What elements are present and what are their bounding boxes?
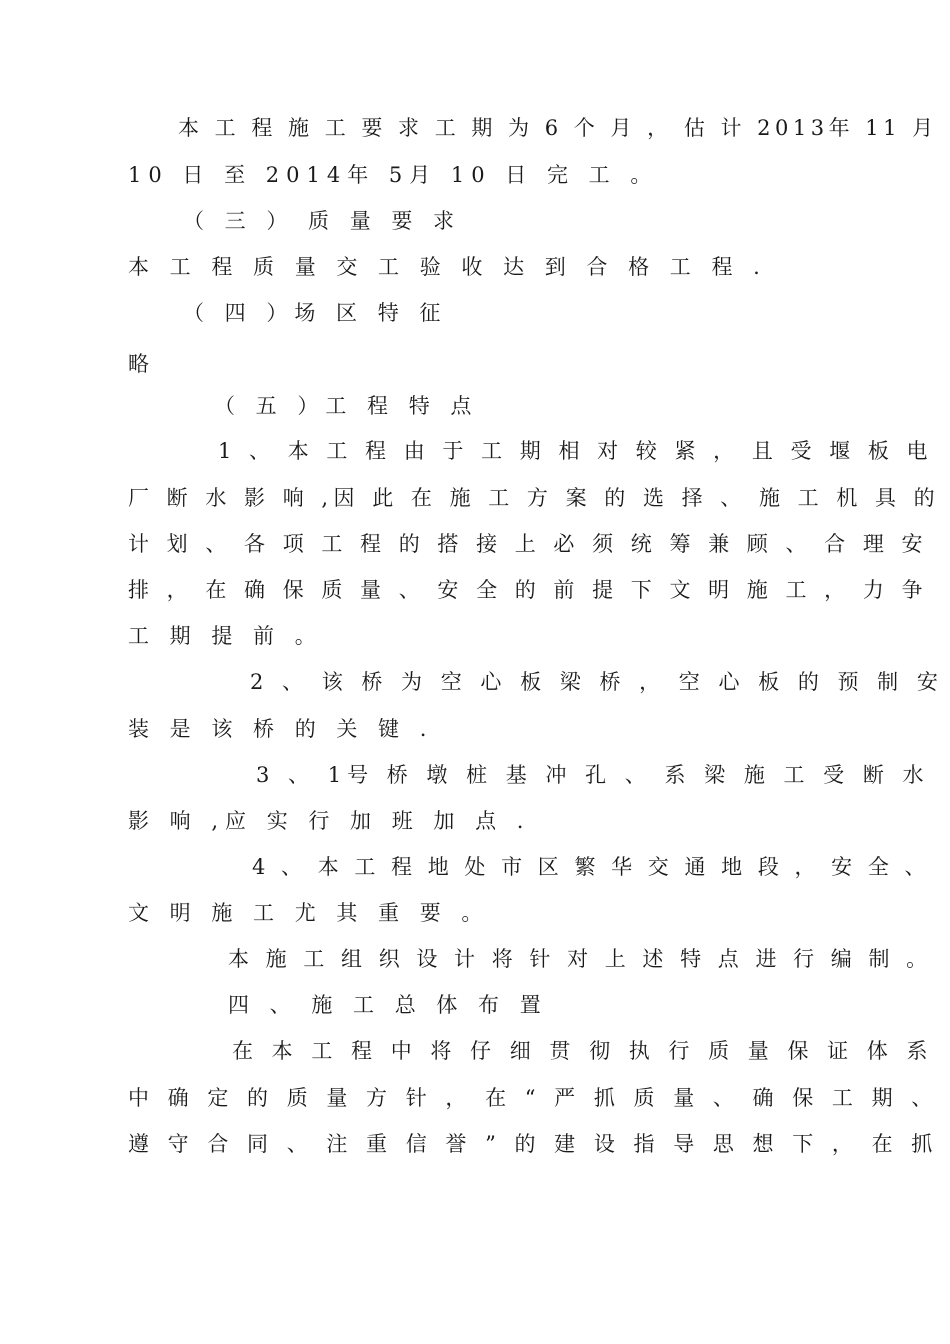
paragraph-line: 1 、 本 工 程 由 于 工 期 相 对 较 紧 ， 且 受 堰 板 电 (218, 439, 934, 463)
paragraph-line: 本 工 程 施 工 要 求 工 期 为 6 个 月 ， 估 计 2013年 11 月 (178, 116, 938, 140)
section-heading: （ 四 ）场 区 特 征 (183, 301, 448, 325)
section-heading: 四 、 施 工 总 体 布 置 (228, 993, 548, 1017)
paragraph-line: 2 、 该 桥 为 空 心 板 梁 桥 ， 空 心 板 的 预 制 安 (250, 670, 944, 694)
paragraph-line: 本 工 程 质 量 交 工 验 收 达 到 合 格 工 程 . (128, 255, 767, 279)
paragraph-line: 4 、 本 工 程 地 处 市 区 繁 华 交 通 地 段 ， 安 全 、 (252, 855, 931, 879)
paragraph-line: 工 期 提 前 。 (128, 624, 323, 648)
paragraph-line: 遵 守 合 同 、 注 重 信 誉 ” 的 建 设 指 导 思 想 下 ， 在 抓 (128, 1132, 939, 1156)
section-heading: （ 三 ） 质 量 要 求 (183, 209, 462, 233)
paragraph-line: 10 日 至 2014年 5月 10 日 完 工 。 (128, 163, 659, 187)
section-heading: （ 五 ）工 程 特 点 (214, 394, 479, 418)
paragraph-line: 影 响 ,应 实 行 加 班 加 点 . (128, 809, 531, 833)
paragraph-line: 3 、 1号 桥 墩 桩 基 冲 孔 、 系 梁 施 工 受 断 水 (256, 763, 930, 787)
paragraph-line: 厂 断 水 影 响 ,因 此 在 施 工 方 案 的 选 择 、 施 工 机 具 的 (128, 486, 941, 510)
paragraph-line: 在 本 工 程 中 将 仔 细 贯 彻 执 行 质 量 保 证 体 系 (232, 1039, 934, 1063)
paragraph-line: 装 是 该 桥 的 关 键 . (128, 717, 434, 741)
paragraph-line: 本 施 工 组 织 设 计 将 针 对 上 述 特 点 进 行 编 制 。 (228, 947, 933, 971)
paragraph-line: 略 (128, 352, 156, 376)
paragraph-line: 中 确 定 的 质 量 方 针 ， 在 “ 严 抓 质 量 、 确 保 工 期 、 (128, 1086, 939, 1110)
paragraph-line: 文 明 施 工 尤 其 重 要 。 (128, 901, 490, 925)
paragraph-line: 计 划 、 各 项 工 程 的 搭 接 上 必 须 统 筹 兼 顾 、 合 理 安 (128, 532, 929, 556)
paragraph-line: 排 ， 在 确 保 质 量 、 安 全 的 前 提 下 文 明 施 工 ， 力 争 (128, 578, 929, 602)
